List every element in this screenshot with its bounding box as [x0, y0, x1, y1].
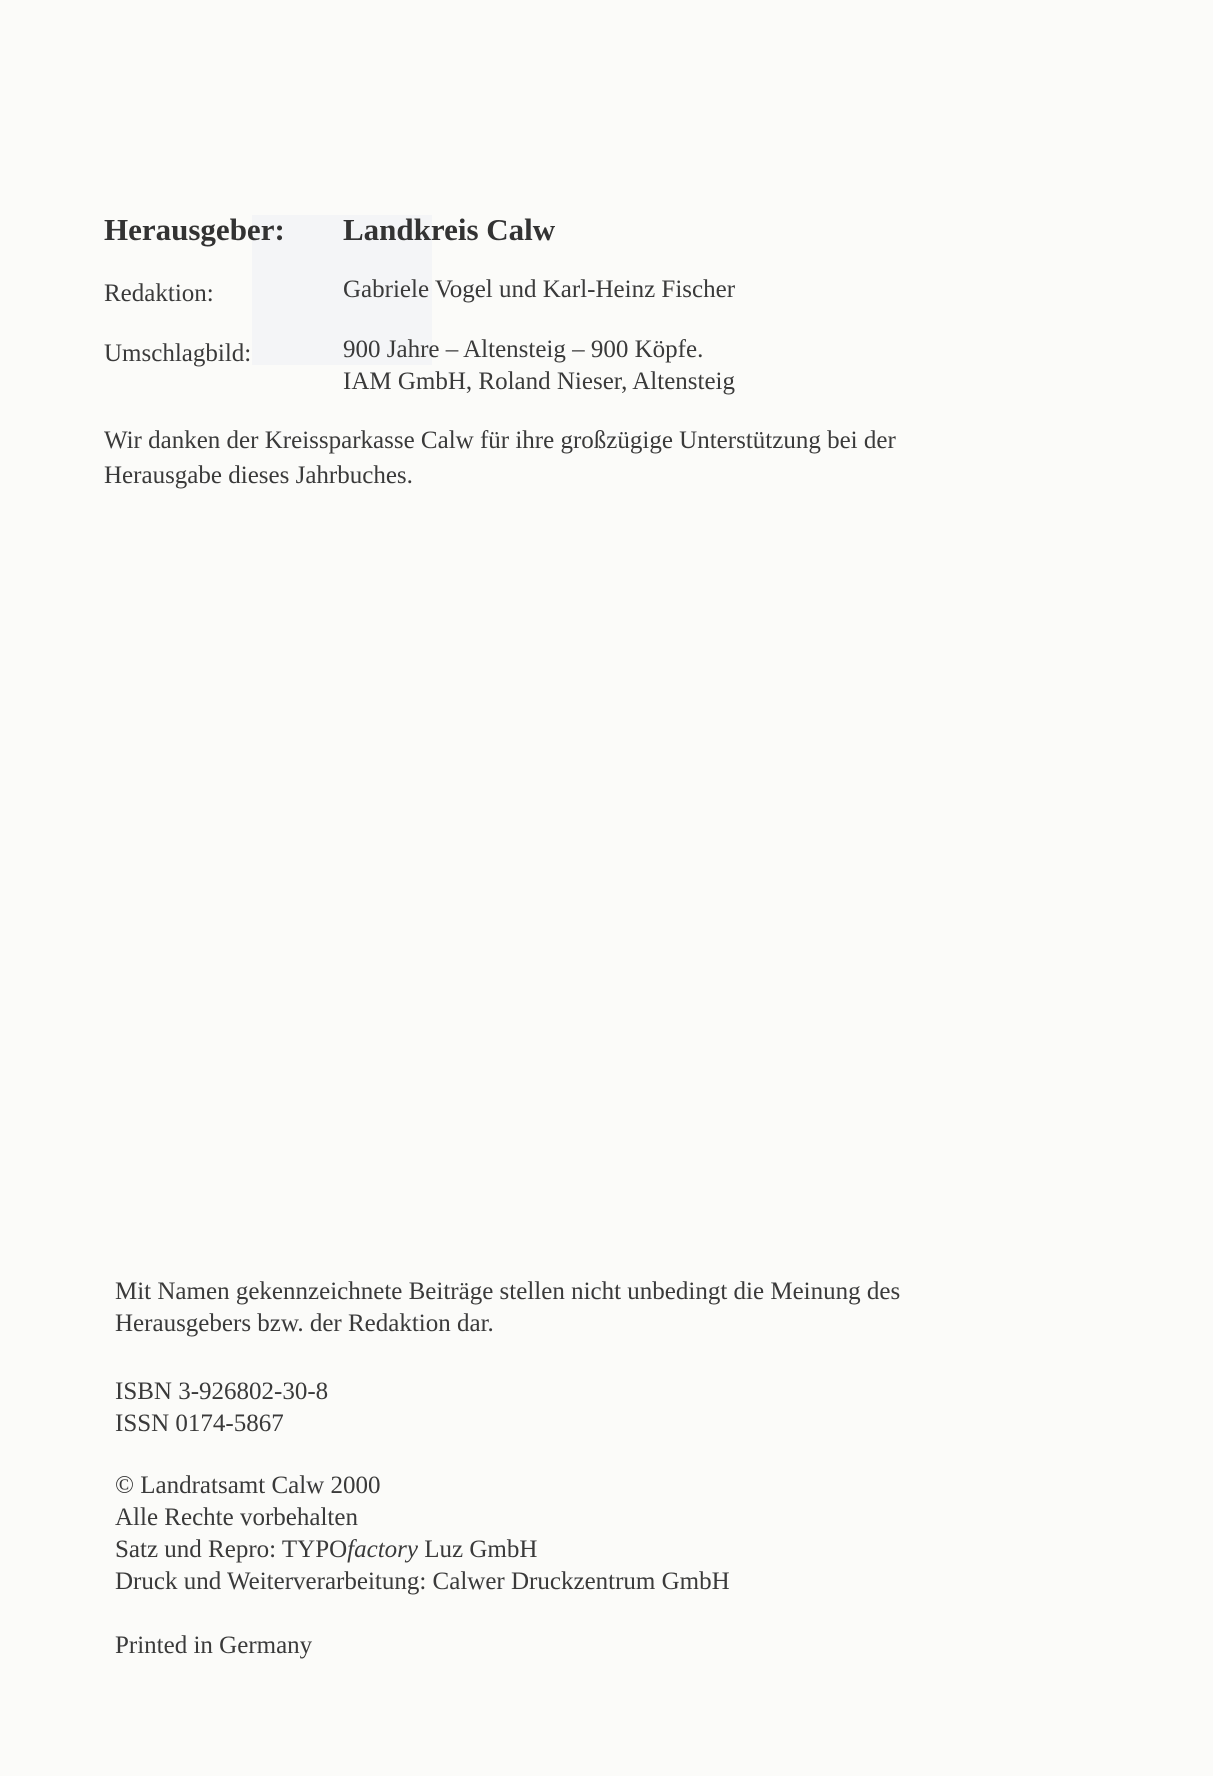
thanks-line-1: Wir danken der Kreissparkasse Calw für ihre großzügige Unterstützung bei der [104, 427, 896, 454]
printed-in-block [115, 1630, 312, 1662]
issn: ISSN 0174-5867 [115, 1410, 284, 1437]
publisher-label: Herausgeber: [104, 212, 285, 247]
editors-label: Redaktion: [104, 280, 214, 307]
disclaimer-line-2: Herausgebers bzw. der Redaktion dar. [115, 1310, 494, 1337]
thanks-line-2: Herausgabe dieses Jahrbuches. [104, 462, 413, 489]
typesetting-line [115, 1534, 730, 1566]
imprint-block [115, 1470, 730, 1598]
disclaimer-paragraph [115, 1276, 900, 1340]
typesetting-prefix: Satz und Repro: TYPO [115, 1536, 348, 1563]
printed-in: Printed in Germany [115, 1632, 313, 1659]
thanks-paragraph [104, 423, 1034, 493]
rights-line: Alle Rechte vorbehalten [115, 1504, 358, 1531]
disclaimer-line-1: Mit Namen gekennzeichnete Beiträge stellen nicht unbedingt die Meinung des [115, 1278, 901, 1305]
copyright-line: © Landratsamt Calw 2000 [115, 1472, 381, 1499]
cover-image-line-1: 900 Jahre – Altensteig – 900 Köpfe. [343, 336, 704, 363]
typesetting-suffix: Luz GmbH [418, 1536, 538, 1563]
typesetting-italic: factory [347, 1536, 418, 1563]
publisher-value: Landkreis Calw [343, 212, 556, 247]
cover-image-line-2: IAM GmbH, Roland Nieser, Altensteig [343, 368, 736, 395]
printing-line: Druck und Weiterverarbeitung: Calwer Druckzentrum GmbH [115, 1568, 730, 1595]
isbn: ISBN 3-926802-30-8 [115, 1378, 329, 1405]
identifiers-block [115, 1376, 328, 1440]
cover-image-label: Umschlagbild: [104, 340, 252, 367]
editors-value: Gabriele Vogel und Karl-Heinz Fischer [343, 276, 736, 303]
